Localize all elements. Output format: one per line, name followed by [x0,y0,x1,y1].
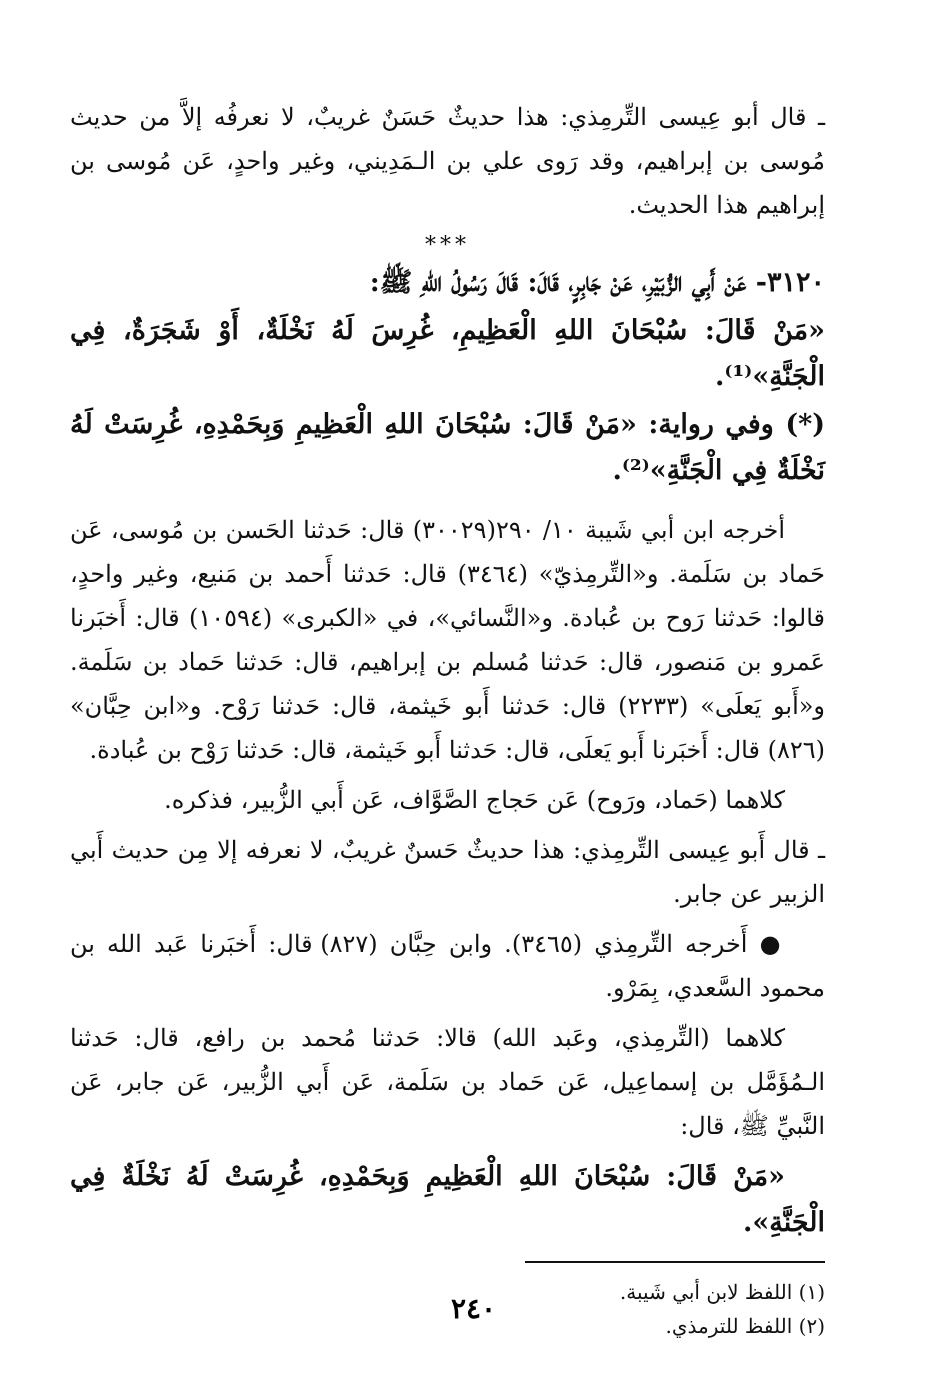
takhrij-paragraph: ● أَخرجه التِّرمِذي (٣٤٦٥). وابن حِبَّان (٨٢٧) قال: أَخبَرنا عَبد الله بن محمود السَّعدي، بِمَرْو. [70,930,825,1002]
hadith-isnad: عَنْ أَبِي الزُّبَيْرِ، عَنْ جَابِرٍ، قَالَ: قَالَ رَسُولُ اللهِ ﷺ: [369,267,747,298]
page-body [70,95,825,1343]
commentary-paragraph: ـ قال أبو عِيسى التِّرمِذي: هذا حديثٌ حَسَنٌ غريبٌ، لا نعرفُه إلاَّ من حديث مُوسى بن إبراهيم، وقد رَوى علي بن الـمَدِيني، وغير واحدٍ، عَن مُوسى بن إبراهيم هذا الحديث. [70,103,825,219]
takhrij-paragraph: كلاهما (حَماد، ورَوح) عَن حَجاج الصَّوَّاف، عَن أَبي الزُّبير، فذكره. [164,786,785,814]
hadith-alternate-narration: (*) وفي رواية: «مَنْ قَالَ: سُبْحَانَ اللهِ الْعَظِيمِ وَبِحَمْدِهِ، غُرِسَتْ لَهُ نَخْلَةٌ فِي الْجَنَّةِ»⁽²⁾. [70,409,825,486]
hadith-number: ٣١٢٠- [755,267,825,298]
takhrij-paragraph: كلاهما (التِّرمِذي، وعَبد الله) قالا: حَدثنا مُحمد بن رافع، قال: حَدثنا الـمُؤَمَّل بن إسماعِيل، عَن حَماد بن سَلَمة، عَن أَبي الزُّبير، عَن جابر، عَن النَّبيِّ ﷺ، قال: [70,1024,825,1140]
takhrij-paragraph: ـ قال أَبو عِيسى التِّرمِذي: هذا حديثٌ حَسنٌ غريبٌ، لا نعرفه إلا مِن حديث أَبي الزبير عن جابر. [70,836,825,908]
footnote-divider [525,1261,825,1263]
hadith-header [70,260,825,306]
hadith-matn: «مَنْ قَالَ: سُبْحَانَ اللهِ الْعَظِيمِ، غُرِسَ لَهُ نَخْلَةٌ، أَوْ شَجَرَةٌ، فِي الْجَنَّةِ»⁽¹⁾. [70,315,825,392]
takhrij-paragraph: أخرجه ابن أبي شَيبة ١٠/ ٢٩٠(٣٠٠٢٩) قال: حَدثنا الحَسن بن مُوسى، عَن حَماد بن سَلَمة. و«التِّرمِذيّ» (٣٤٦٤) قال: حَدثنا أَحمد بن مَنيع، وغير واحدٍ، قالوا: حَدثنا رَوح بن عُبادة. و«النَّسائي»، في «الكبرى» (١٠٥٩٤) قال: أَخبَرنا عَمرو بن مَنصور، قال: حَدثنا مُسلم بن إبراهيم، قال: حَدثنا حَماد بن سَلَمة. و«أَبو يَعلَى» (٢٢٣٣) قال: حَدثنا أَبو خَيثمة، قال: حَدثنا رَوْح. و«ابن حِبَّان» (٨٢٦) قال: أَخبَرنا أَبو يَعلَى، قال: حَدثنا أَبو خَيثمة، قال: حَدثنا رَوْح بن عُبادة. [70,516,826,764]
footnote: (٢) اللفظ للترمذي. [665,1314,825,1338]
page-number: ٢٤٠ [450,1292,497,1325]
closing-matn: «مَنْ قَالَ: سُبْحَانَ اللهِ الْعَظِيمِ وَبِحَمْدِهِ، غُرِسَتْ لَهُ نَخْلَةٌ فِي الْجَنَّةِ». [70,1161,825,1238]
section-separator-stars: *** [425,233,470,258]
footnote: (١) اللفظ لابن أبي شَيبة. [619,1280,825,1304]
footnote-divider-wrap [70,1248,825,1267]
